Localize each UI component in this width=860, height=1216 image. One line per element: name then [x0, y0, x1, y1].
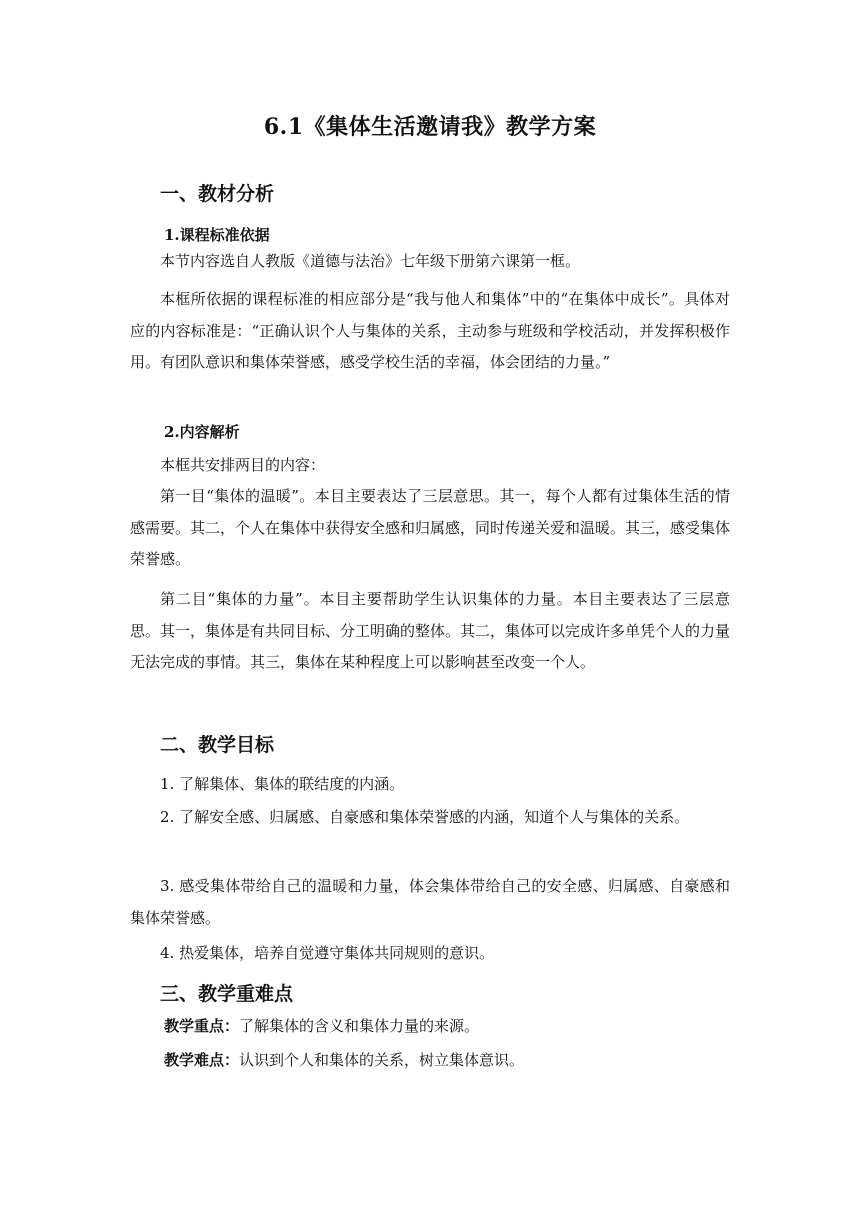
paragraph: 本框共安排两目的内容：	[160, 456, 326, 474]
objective-item: 1. 了解集体、集体的联结度的内涵。	[160, 775, 405, 793]
section-heading-key-difficult-points: 三、教学重难点	[160, 983, 294, 1005]
objective-item: 2. 了解安全感、归属感、自豪感和集体荣誉感的内涵，知道个人与集体的关系。	[160, 808, 690, 826]
section-heading-teaching-objectives: 二、教学目标	[160, 734, 275, 756]
difficult-point-row	[164, 1049, 730, 1071]
subsection-heading-content-analysis: 2.内容解析	[164, 423, 240, 441]
objective-item: 3. 感受集体带给自己的温暖和力量，体会集体带给自己的安全感、归属感、自豪感和集体荣誉感。	[130, 877, 730, 927]
subsection-heading-curriculum-standard: 1.课程标准依据	[164, 226, 270, 244]
key-point-row	[164, 1015, 730, 1037]
difficult-point-text: 认识到个人和集体的关系，树立集体意识。	[239, 1051, 525, 1069]
paragraph: 本节内容选自人教版《道德与法治》七年级下册第六课第一框。	[160, 252, 581, 270]
objective-item: 4. 热爱集体，培养自觉遵守集体共同规则的意识。	[160, 944, 495, 962]
key-point-text: 了解集体的含义和集体力量的来源。	[239, 1017, 480, 1035]
paragraph: 第一目“集体的温暖”。本目主要表达了三层意思。其一，每个人都有过集体生活的情感需要。其二，个人在集体中获得安全感和归属感，同时传递关爱和温暖。其三，感受集体荣誉感。	[130, 487, 731, 569]
paragraph: 第二目“集体的力量”。本目主要帮助学生认识集体的力量。本目主要表达了三层意思。其一，集体是有共同目标、分工明确的整体。其二，集体可以完成许多单凭个人的力量无法完成的事情。其三，集体在某种程度上可以影响甚至改变一个人。	[130, 590, 731, 672]
section-heading-teaching-material-analysis: 一、教材分析	[160, 183, 275, 205]
difficult-point-label: 教学难点：	[164, 1051, 240, 1069]
key-point-label: 教学重点：	[164, 1017, 240, 1035]
document-title: 6.1《集体生活邀请我》教学方案	[263, 114, 597, 140]
paragraph: 本框所依据的课程标准的相应部分是“我与他人和集体”中的“在集体中成长”。具体对应的内容标准是：“正确认识个人与集体的关系，主动参与班级和学校活动，并发挥积极作用。有团队意识和集体荣誉感，感受学校生活的幸福，体会团结的力量。”	[130, 290, 730, 372]
